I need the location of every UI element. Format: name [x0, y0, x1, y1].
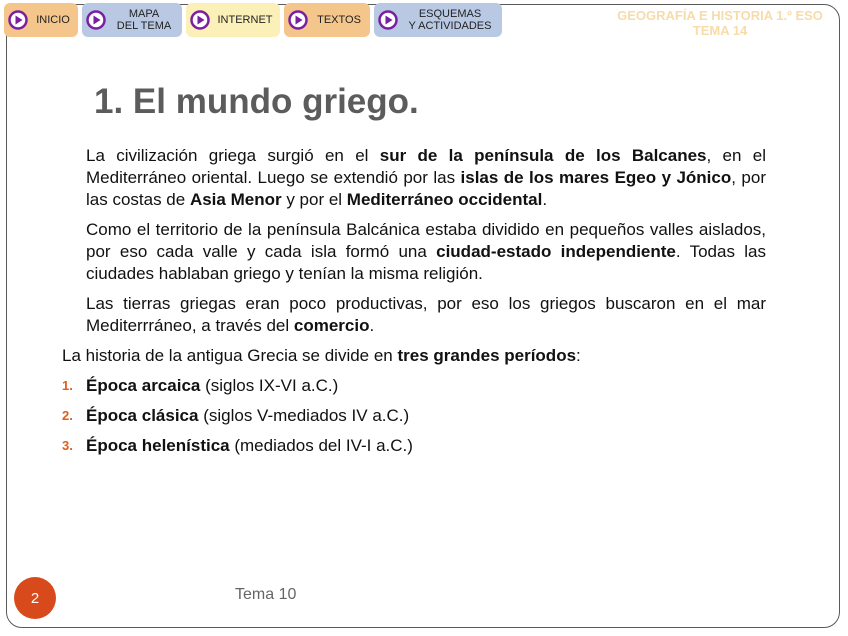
mapa-del-tema-button[interactable] [82, 3, 182, 37]
play-circle-icon [190, 10, 210, 30]
course-label: GEOGRAFÍA E HISTORIA 1.º ESO TEMA 14 [617, 8, 823, 38]
esquemas-button[interactable] [374, 3, 502, 37]
periods-list [62, 375, 766, 457]
slide-content [62, 145, 766, 465]
mapa-label: MAPA DEL TEMA [116, 8, 172, 32]
play-circle-icon [378, 10, 398, 30]
paragraph: Las tierras griegas eran poco productivas, por eso los griegos buscaron en el mar Mediterrráneo, a través del comercio. [86, 294, 766, 335]
inicio-button[interactable] [4, 3, 78, 37]
list-item: 2. Época clásica (siglos V-mediados IV a.C.) [62, 406, 410, 425]
internet-button[interactable] [186, 3, 280, 37]
periods-intro: La historia de la antigua Grecia se divide en tres grandes períodos: [62, 346, 581, 365]
play-circle-icon [8, 10, 28, 30]
play-circle-icon [86, 10, 106, 30]
list-item: 3. Época helenística (mediados del IV-I a.C.) [62, 436, 413, 455]
textos-label: TEXTOS [317, 14, 361, 26]
page-title: 1. El mundo griego. [94, 82, 419, 121]
internet-label: INTERNET [217, 14, 273, 26]
page-number-badge: 2 [14, 577, 56, 619]
nav-bar [4, 3, 502, 37]
textos-button[interactable] [284, 3, 370, 37]
list-item: 1. Época arcaica (siglos IX-VI a.C.) [62, 376, 339, 395]
inicio-label: INICIO [36, 14, 70, 26]
play-circle-icon [288, 10, 308, 30]
paragraph: La civilización griega surgió en el sur de la península de los Balcanes, en el Mediterráneo oriental. Luego se extendió por las islas de los mares Egeo y Jónico, por las costas de Asia Menor y por el Mediterráneo occidental. [86, 146, 767, 209]
paragraph: Como el territorio de la península Balcánica estaba dividido en pequeños valles aislados, por eso cada valle y cada isla formó una ciudad-estado independiente. Todas las ciudades hablaban griego y tenían la misma religión. [86, 220, 766, 283]
footer-text: Tema 10 [235, 586, 297, 603]
esquemas-label: ESQUEMAS Y ACTIVIDADES [408, 8, 492, 32]
